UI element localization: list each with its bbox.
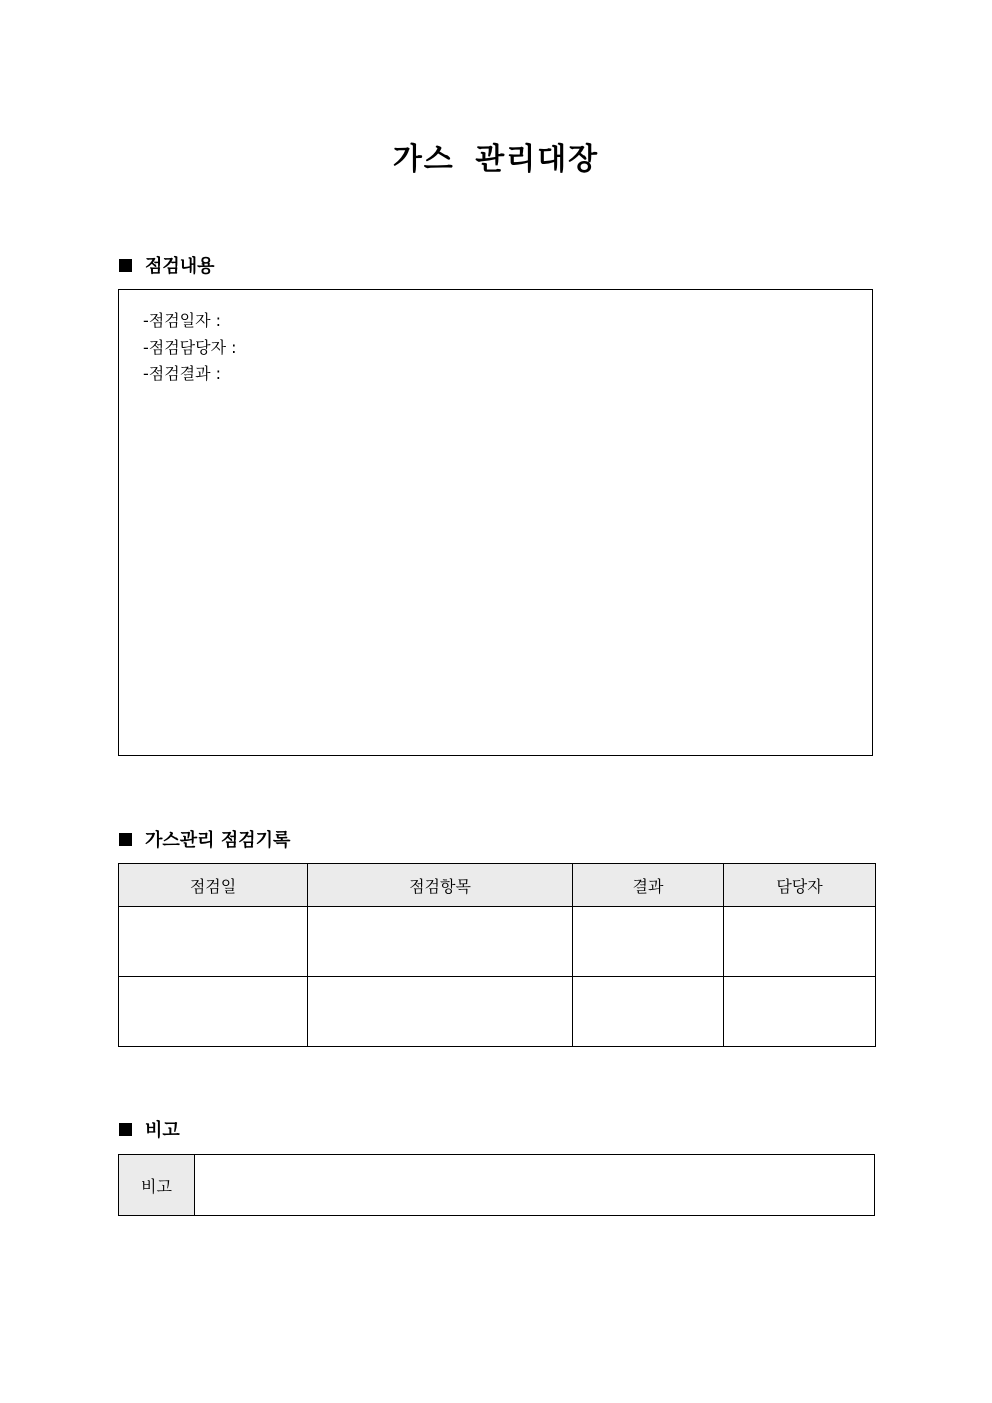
column-header-manager: 담당자 — [724, 864, 876, 907]
table-cell[interactable] — [308, 907, 573, 977]
column-header-result: 결과 — [573, 864, 724, 907]
inspection-result-line: -점검결과 : — [143, 364, 222, 383]
section-heading-label: 비고 — [145, 1120, 180, 1141]
inspection-record-table — [118, 863, 876, 1047]
column-header-item: 점검항목 — [308, 864, 573, 907]
square-bullet-icon — [119, 1123, 132, 1136]
document-title: 가스 관리대장 — [392, 142, 600, 177]
table-row — [119, 907, 876, 977]
remarks-table — [118, 1154, 875, 1216]
square-bullet-icon — [119, 259, 132, 272]
table-cell[interactable] — [119, 977, 308, 1047]
table-cell[interactable] — [308, 977, 573, 1047]
table-row — [119, 1155, 875, 1216]
section-heading-inspection-content — [119, 252, 215, 278]
table-cell[interactable] — [724, 907, 876, 977]
section-heading-label: 가스관리 점검기록 — [145, 830, 291, 851]
section-heading-remarks — [119, 1116, 180, 1142]
column-header-date: 점검일 — [119, 864, 308, 907]
inspection-date-line: -점검일자 : — [143, 311, 222, 330]
remarks-value[interactable] — [195, 1155, 875, 1216]
table-header-row — [119, 864, 876, 907]
table-cell[interactable] — [724, 977, 876, 1047]
table-row — [119, 977, 876, 1047]
table-cell[interactable] — [119, 907, 308, 977]
table-cell[interactable] — [573, 977, 724, 1047]
inspection-content-box[interactable] — [118, 289, 873, 756]
table-cell[interactable] — [573, 907, 724, 977]
square-bullet-icon — [119, 833, 132, 846]
section-heading-label: 점검내용 — [145, 256, 215, 277]
remarks-label: 비고 — [119, 1155, 195, 1216]
inspector-line: -점검담당자 : — [143, 337, 237, 357]
section-heading-inspection-record — [119, 826, 290, 852]
